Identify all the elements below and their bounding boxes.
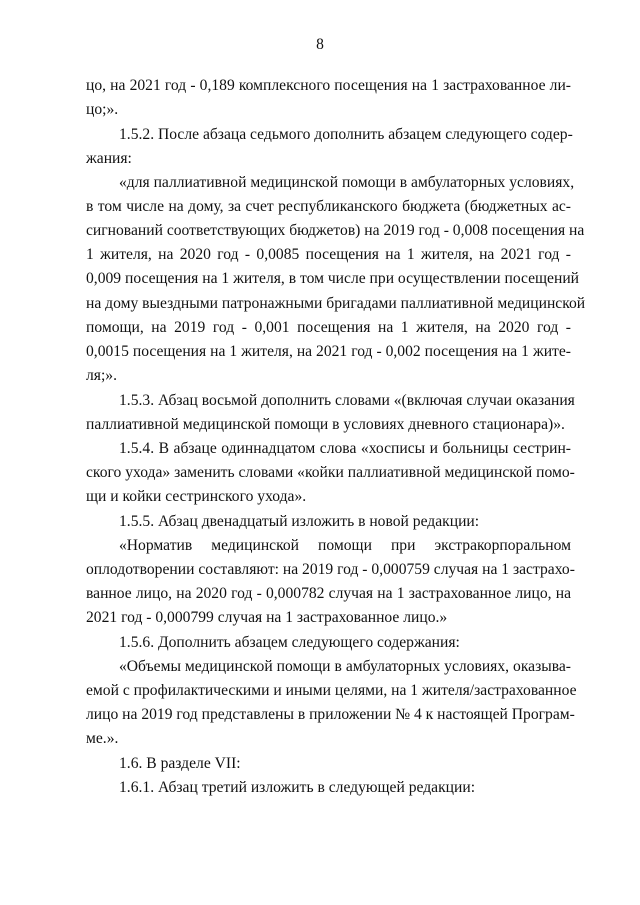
text-line: «Объемы медицинской помощи в амбулаторных условиях, оказыва-: [119, 658, 571, 675]
page-number: 8: [316, 36, 324, 53]
text-line: 0,0015 посещения на 1 жителя, на 2021 год - 0,002 посещения на 1 жите-: [86, 343, 571, 360]
text-line: 1.6. В разделе VII:: [119, 755, 241, 772]
text-line: 2021 год - 0,000799 случая на 1 застрахованное лицо.»: [86, 609, 448, 626]
text-line: щи и койки сестринского ухода».: [86, 488, 307, 505]
text-line: 1 жителя, на 2020 год - 0,0085 посещения на 1 жителя, на 2021 год -: [86, 246, 571, 263]
text-line: оплодотворении составляют: на 2019 год - 0,000759 случая на 1 застрахо-: [86, 561, 575, 578]
text-line: «Норматив медицинской помощи при экстракорпоральном: [119, 537, 571, 554]
text-line: емой с профилактическими и иными целями, на 1 жителя/застрахованное: [86, 682, 577, 699]
text-line: ме.».: [86, 730, 119, 747]
text-line: паллиативной медицинской помощи в условиях дневного стационара)».: [86, 416, 565, 433]
text-line: помощи, на 2019 год - 0,001 посещения на 1 жителя, на 2020 год -: [86, 319, 571, 336]
text-line: лицо на 2019 год представлены в приложении № 4 к настоящей Програм-: [86, 706, 575, 723]
text-line: 1.5.4. В абзаце одиннадцатом слова «хосписы и больницы сестрин-: [119, 440, 571, 457]
text-line: 1.5.3. Абзац восьмой дополнить словами «(включая случаи оказания: [119, 392, 575, 409]
text-line: 1.5.2. После абзаца седьмого дополнить абзацем следующего содер-: [119, 126, 573, 143]
text-line: 1.5.5. Абзац двенадцатый изложить в новой редакции:: [119, 513, 480, 530]
text-line: ванное лицо, на 2020 год - 0,000782 случая на 1 застрахованное лицо, на: [86, 585, 571, 602]
text-line: «для паллиативной медицинской помощи в амбулаторных условиях,: [119, 174, 575, 191]
text-line: на дому выездными патронажными бригадами паллиативной медицинской: [86, 295, 586, 312]
text-line: 1.5.6. Дополнить абзацем следующего содержания:: [119, 634, 460, 651]
text-line: 1.6.1. Абзац третий изложить в следующей редакции:: [119, 779, 476, 796]
text-line: цо;».: [86, 101, 119, 118]
text-line: 0,009 посещения на 1 жителя, в том числе при осуществлении посещений: [86, 270, 580, 287]
text-line: ского ухода» заменить словами «койки паллиативной медицинской помо-: [86, 464, 575, 481]
text-line: в том числе на дому, за счет республиканского бюджета (бюджетных ас-: [86, 198, 571, 215]
text-line: жания:: [86, 150, 132, 167]
text-line: ля;».: [86, 367, 117, 384]
text-line: цо, на 2021 год - 0,189 комплексного посещения на 1 застрахованное ли-: [86, 77, 571, 94]
text-line: сигнований соответствующих бюджетов) на 2019 год - 0,008 посещения на: [86, 222, 585, 239]
